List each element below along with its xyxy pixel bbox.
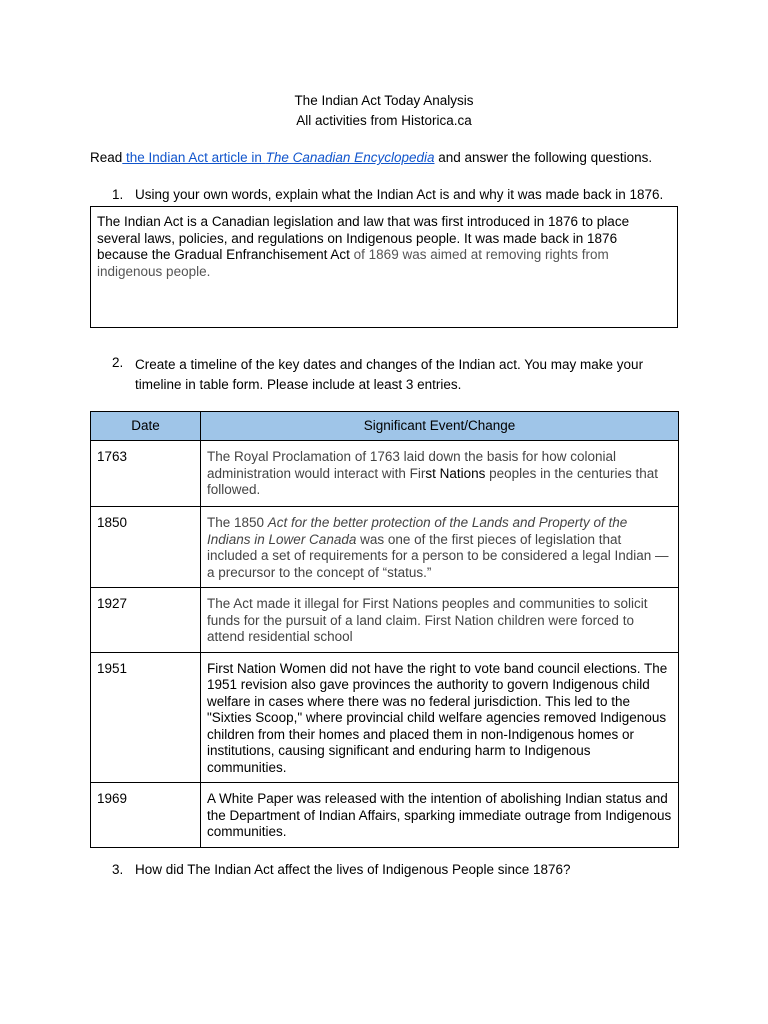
- table-row: [91, 507, 679, 588]
- answer-text-grey: of 1869 was aimed at removing rights from indigenous people.: [97, 247, 609, 279]
- question-text: How did The Indian Act affect the lives of Indigenous People since 1876?: [135, 862, 571, 877]
- event-text: st Nations: [425, 465, 486, 481]
- question-number: 1.: [112, 187, 124, 202]
- event-cell[interactable]: [201, 507, 679, 588]
- answer-1-box[interactable]: [90, 206, 678, 328]
- event-cell[interactable]: The Act made it illegal for First Nations peoples and communities to solicit funds for the pursuit of a land claim. First Nation children were forced to attend residential school: [201, 588, 679, 653]
- question-3: [112, 862, 571, 878]
- event-text: The Royal Proclamation of 1763 laid down the basis for how colonial administration would interact with Fir: [207, 449, 616, 481]
- event-column-header: Significant Event/Change: [201, 412, 679, 441]
- question-1: [112, 187, 663, 203]
- date-cell[interactable]: 1951: [91, 652, 201, 783]
- question-2: [112, 355, 672, 395]
- table-row: [91, 588, 679, 653]
- date-column-header: Date: [91, 412, 201, 441]
- date-cell[interactable]: 1927: [91, 588, 201, 653]
- table-row: [91, 783, 679, 848]
- timeline-table: [90, 411, 679, 848]
- event-text: The 1850: [207, 515, 268, 530]
- question-number: 3.: [112, 862, 124, 877]
- link-text: the Indian Act article in: [122, 150, 266, 165]
- answer-text: The Indian Act is a Canadian legislation and law that was first introduced in 1876 to place several laws, policies, and regulations on Indigenous people. It was made back in 1876 because the Gradual Enfranchisement Act: [97, 214, 630, 262]
- date-cell[interactable]: 1969: [91, 783, 201, 848]
- document-subtitle: All activities from Historica.ca: [296, 113, 472, 128]
- date-cell[interactable]: 1763: [91, 441, 201, 507]
- question-number: 2.: [112, 355, 124, 370]
- intro-suffix: and answer the following questions.: [434, 150, 653, 165]
- question-text: Create a timeline of the key dates and changes of the Indian act. You may make your timeline in table form. Please include at least 3 entries.: [135, 357, 644, 392]
- event-cell[interactable]: First Nation Women did not have the right to vote band council elections. The 1951 revision also gave provinces the authority to govern Indigenous child welfare in cases where there was no federal jurisdiction. This led to the "Sixties Scoop," where provincial child welfare agencies removed Indigenous children from their homes and placed them in non-Indigenous homes or institutions, causing significant and enduring harm to Indigenous communities.: [201, 652, 679, 783]
- document-title: The Indian Act Today Analysis: [294, 93, 474, 108]
- table-row: [91, 441, 679, 507]
- date-cell[interactable]: 1850: [91, 507, 201, 588]
- question-text: Using your own words, explain what the Indian Act is and why it was made back in 1876.: [135, 187, 664, 202]
- table-row: [91, 652, 679, 783]
- intro-prefix: Read: [90, 150, 123, 165]
- encyclopedia-article-link[interactable]: [122, 150, 434, 165]
- event-cell[interactable]: A White Paper was released with the intention of abolishing Indian status and the Department of Indian Affairs, sparking immediate outrage from Indigenous communities.: [201, 783, 679, 848]
- event-text: peoples in the centuries that followed.: [207, 465, 658, 497]
- event-text: was one of the first pieces of legislation that included a set of requirements for a person to be considered a legal Indian — a precursor to the concept of “status.”: [207, 531, 669, 580]
- event-cell[interactable]: [201, 441, 679, 507]
- intro-line: [90, 150, 652, 166]
- link-text-italic: The Canadian Encyclopedia: [265, 150, 435, 165]
- event-text-italic: Act for the better protection of the Lands and Property of the Indians in Lower Canada: [207, 515, 628, 547]
- table-header-row: [91, 412, 679, 441]
